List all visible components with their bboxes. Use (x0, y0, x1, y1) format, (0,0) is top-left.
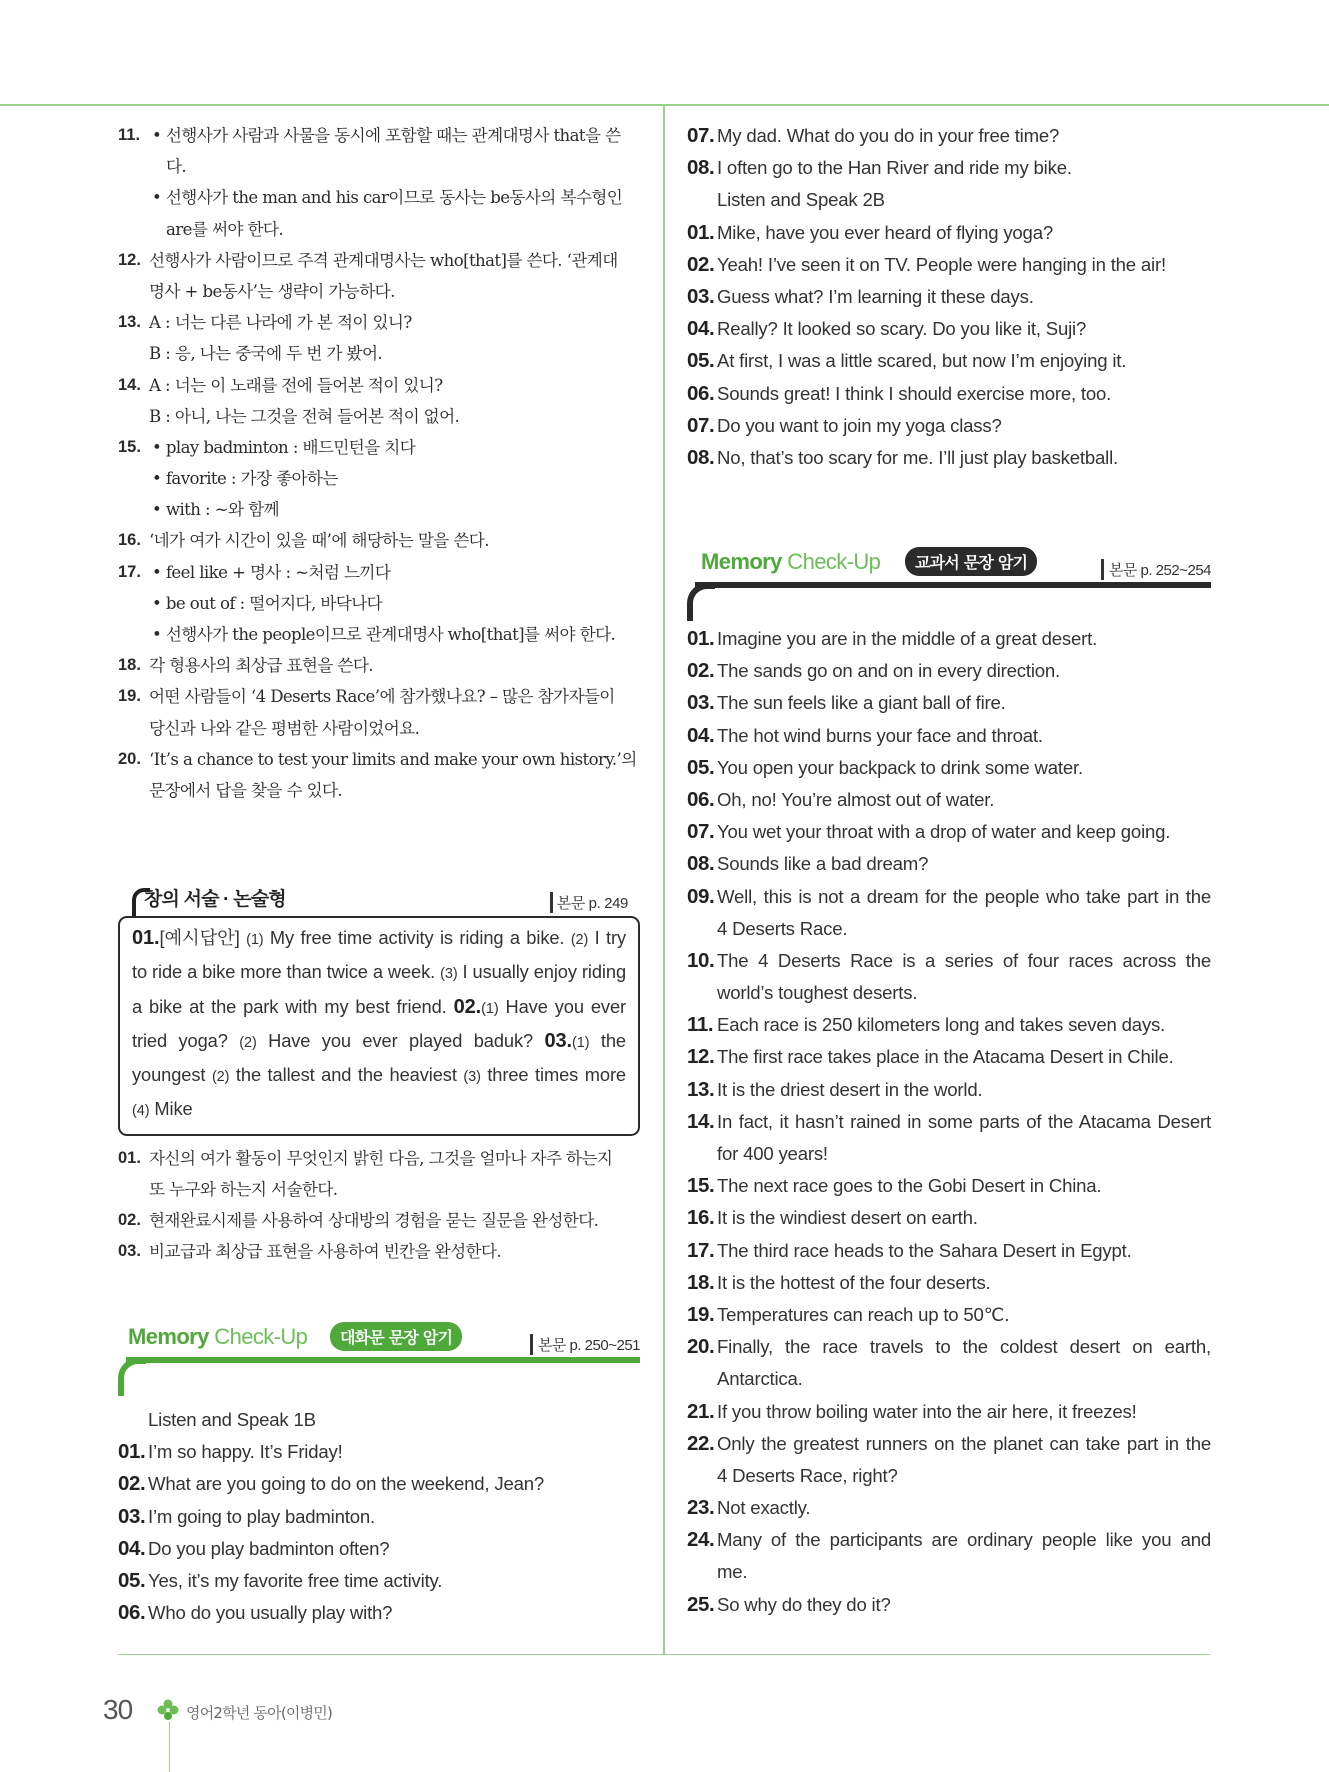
item-text: The sands go on and on in every direction. (717, 660, 1061, 682)
item-text: The 4 Deserts Race is a series of four races across the (717, 949, 1211, 971)
answer-text: Mike (149, 1098, 193, 1120)
item-text: 명사 + be동사’는 생략이 가능하다. (149, 281, 395, 301)
explanation-line (118, 463, 640, 494)
explanation-line (118, 151, 640, 182)
creative-answer-box (118, 916, 640, 1136)
page-number: 30 (103, 1694, 133, 1725)
sentence-line (687, 120, 1211, 152)
item-text: 문장에서 답을 찾을 수 있다. (149, 780, 343, 800)
item-text: Listen and Speak 2B (717, 189, 885, 211)
item-text: My dad. What do you do in your free time? (717, 125, 1060, 146)
item-text: It is the driest desert in the world. (717, 1078, 983, 1100)
sentence-line (118, 1597, 640, 1629)
item-number: 20. (687, 1335, 715, 1359)
sentence-line (687, 1138, 1211, 1170)
item-number: 11. (687, 1013, 714, 1037)
item-text: Each race is 250 kilometers long and takes seven days. (717, 1014, 1166, 1036)
checkup-word: Check-Up (208, 1324, 308, 1349)
sentence-line (687, 977, 1211, 1009)
sentence-line (687, 1041, 1211, 1073)
explanation-line (118, 1143, 640, 1174)
item-text: • 선행사가 the man and his car이므로 동사는 be동사의 복수형인 (152, 188, 623, 208)
sentence-line (687, 249, 1211, 281)
item-text: 4 Deserts Race. (717, 917, 848, 939)
memory-curve (118, 1358, 146, 1396)
sentence-line (687, 1106, 1211, 1138)
item-number: 04. (687, 723, 715, 747)
explanation-line (118, 401, 640, 432)
item-text: • feel like + 명사 : ~처럼 느끼다 (152, 562, 391, 582)
sentence-line (118, 1404, 640, 1436)
sentence-line (118, 1533, 640, 1565)
sentence-line (687, 623, 1211, 655)
item-text: You open your backpack to drink some water. (717, 756, 1083, 778)
clover-leaf-icon (156, 1698, 180, 1722)
item-number: 01. (687, 627, 715, 650)
item-text: B : 아니, 나는 그것을 전혀 들어본 적이 없어. (149, 406, 460, 426)
answer-label: [예시답안] (159, 927, 240, 948)
sentence-line (118, 1468, 640, 1500)
memory-badge: 교과서 문장 암기 (905, 547, 1037, 576)
item-text: 당신과 나와 같은 평범한 사람이었어요. (149, 718, 420, 738)
item-text: A : 너는 이 노래를 전에 들어본 적이 있니? (149, 375, 443, 395)
item-number: 13. (118, 313, 141, 332)
item-number: 12. (118, 250, 141, 269)
explanation-line (118, 307, 640, 338)
item-number: 25. (687, 1592, 715, 1616)
item-text: Yeah! I’ve seen it on TV. People were hanging in the air! (717, 253, 1166, 275)
item-text: A : 너는 다른 나라에 가 본 적이 있니? (149, 313, 412, 333)
memory-badge: 대화문 문장 암기 (330, 1322, 462, 1351)
memory-checkup-dialogue (118, 1324, 640, 1390)
memory-title (701, 549, 880, 575)
item-text: Only the greatest runners on the planet can take part in the (717, 1432, 1211, 1454)
answer-number: 03. (544, 1029, 573, 1052)
item-number: 14. (687, 1109, 715, 1133)
explanation-line (118, 370, 640, 401)
item-number: 07. (687, 124, 715, 147)
item-text: • play badminton : 배드민턴을 치다 (152, 437, 416, 457)
sentence-line (687, 410, 1211, 442)
sentence-line (687, 1428, 1211, 1460)
item-text: What are you going to do on the weekend, Jean? (148, 1473, 545, 1495)
sentence-line (687, 848, 1211, 880)
sentence-line (687, 752, 1211, 784)
sentence-line (687, 1074, 1211, 1106)
dialogue-lines-left (118, 1404, 640, 1629)
column-divider (663, 104, 665, 1654)
sentence-line (687, 945, 1211, 977)
answer-part: (1) (572, 1034, 590, 1051)
answer-number: 02. (453, 995, 482, 1018)
sentence-line (687, 1589, 1211, 1621)
explanation-line (118, 182, 640, 213)
item-text: world’s toughest deserts. (717, 982, 918, 1004)
right-column (687, 120, 1211, 474)
answer-text: My free time activity is riding a bike. (263, 927, 565, 948)
explanation-line (118, 214, 640, 245)
sentence-line (687, 1556, 1211, 1588)
item-number: 05. (687, 755, 715, 779)
answer-text: I usually enjoy riding a bike at the park with my best friend. (132, 961, 627, 1017)
answer-part: (3) (440, 966, 458, 983)
item-text: • with : ~와 함께 (152, 500, 279, 520)
answer-part: (2) (570, 932, 589, 948)
item-number: 13. (687, 1077, 715, 1101)
item-text: Antarctica. (717, 1368, 803, 1390)
explanation-line (118, 338, 640, 369)
sentence-line (687, 378, 1211, 410)
explanation-line (118, 276, 640, 307)
item-number: 21. (687, 1399, 715, 1423)
item-number: 23. (687, 1496, 715, 1520)
item-text: ‘It’s a chance to test your limits and make your own history.’의 (149, 749, 637, 769)
item-text: You wet your throat with a drop of water and keep going. (717, 821, 1171, 843)
answer-part: (4) (132, 1103, 150, 1120)
creative-section (118, 884, 640, 1268)
item-text: • 선행사가 사람과 사물을 동시에 포함할 때는 관계대명사 that을 쓴 (152, 126, 621, 145)
item-number: 06. (687, 787, 715, 811)
sentence-line (118, 1436, 640, 1468)
item-text: 어떤 사람들이 ‘4 Deserts Race’에 참가했나요? – 많은 참가자들이 (149, 687, 615, 707)
sentence-line (687, 442, 1211, 474)
item-text: Listen and Speak 1B (148, 1409, 316, 1430)
memory-checkup-textbook (687, 549, 1211, 615)
creative-header (118, 884, 640, 914)
sentence-line (687, 1299, 1211, 1331)
answer-part: (3) (463, 1069, 481, 1086)
item-text: Finally, the race travels to the coldest desert on earth, (717, 1336, 1211, 1358)
item-number: 08. (687, 852, 715, 876)
explanation-line (118, 619, 640, 650)
memory-title (128, 1324, 307, 1350)
answer-part: (2) (239, 1034, 257, 1051)
item-text: me. (717, 1561, 748, 1583)
sentence-line (687, 913, 1211, 945)
explanation-line (118, 650, 640, 681)
sentence-line (687, 1170, 1211, 1202)
answer-number: 01. (132, 927, 160, 949)
item-number: 02. (118, 1211, 141, 1230)
sentence-line (687, 784, 1211, 816)
answer-part: (1) (481, 1000, 499, 1017)
item-text: In fact, it hasn’t rained in some parts of the Atacama Desert (717, 1110, 1211, 1132)
item-number: 01. (687, 220, 715, 244)
sentence-line (687, 1524, 1211, 1556)
sentence-line (687, 1235, 1211, 1267)
sentence-line (687, 345, 1211, 377)
bottom-rule (118, 1654, 1210, 1655)
item-text: Guess what? I’m learning it these days. (717, 285, 1034, 307)
answer-part: (1) (246, 932, 264, 948)
item-text: Temperatures can reach up to 50℃. (717, 1303, 1010, 1325)
item-text: • favorite : 가장 좋아하는 (152, 469, 338, 489)
sentence-line (687, 1492, 1211, 1524)
item-number: 18. (118, 656, 141, 675)
sentence-line (687, 1202, 1211, 1234)
explanation-line (118, 681, 640, 712)
sentence-line (687, 1009, 1211, 1041)
item-number: 02. (687, 252, 715, 276)
item-text: are를 써야 한다. (166, 219, 284, 239)
explanation-line (118, 1174, 640, 1205)
item-text: Many of the participants are ordinary people like you and (717, 1529, 1211, 1551)
sentence-line (687, 281, 1211, 313)
answer-text: Have you ever tried yoga? (132, 995, 627, 1051)
item-text: Do you want to join my yoga class? (717, 414, 1002, 436)
textbook-sentence-list (687, 623, 1211, 1621)
item-text: So why do they do it? (717, 1593, 891, 1615)
explanation-line (118, 588, 640, 619)
item-number: 12. (687, 1045, 715, 1069)
item-text: • 선행사가 the people이므로 관계대명사 who[that]를 써야 한다. (152, 625, 616, 644)
explanation-line (118, 775, 640, 806)
item-number: 03. (118, 1242, 141, 1261)
answer-text: the tallest and the heaviest (229, 1064, 457, 1086)
explanation-line (118, 120, 640, 151)
item-number: 24. (687, 1528, 715, 1552)
item-text: Imagine you are in the middle of a great desert. (717, 628, 1098, 649)
item-text: 선행사가 사람이므로 주격 관계대명사는 who[that]를 쓴다. ‘관계대 (149, 250, 618, 270)
memory-bar (695, 582, 1211, 588)
sentence-line (687, 655, 1211, 687)
item-number: 17. (118, 562, 141, 581)
creative-title: 창의 서술 · 논술형 (144, 889, 286, 910)
item-text: Oh, no! You’re almost out of water. (717, 788, 995, 810)
answer-part: (2) (211, 1069, 230, 1086)
item-number: 15. (687, 1174, 715, 1198)
answer-text: I try to ride a bike more than twice a week. (132, 927, 626, 983)
explanation-line (118, 432, 640, 463)
item-text: The sun feels like a giant ball of fire. (717, 692, 1006, 714)
item-number: 19. (118, 687, 141, 706)
sentence-line (687, 1396, 1211, 1428)
item-text: It is the hottest of the four deserts. (717, 1271, 991, 1293)
item-number: 02. (687, 659, 715, 683)
item-text: Mike, have you ever heard of flying yoga? (717, 221, 1053, 243)
explanation-line (118, 245, 640, 276)
item-text: 자신의 여가 활동이 무엇인지 밝힌 다음, 그것을 얼마나 자주 하는지 (149, 1148, 613, 1168)
item-number: 04. (687, 317, 715, 341)
creative-notes (118, 1143, 640, 1268)
memory-curve (687, 583, 715, 621)
item-number: 16. (687, 1206, 715, 1230)
sentence-line (687, 1267, 1211, 1299)
item-number: 10. (687, 948, 715, 972)
explanation-line (118, 713, 640, 744)
item-text: It is the windiest desert on earth. (717, 1207, 978, 1229)
sentence-line (687, 881, 1211, 913)
book-title: 영어2학년 동아(이병민) (186, 1704, 333, 1722)
item-number: 20. (118, 749, 141, 768)
item-text: for 400 years! (717, 1143, 828, 1164)
item-number: 06. (687, 381, 715, 405)
item-text: I often go to the Han River and ride my bike. (717, 157, 1072, 179)
explanation-line (118, 557, 640, 588)
creative-page-ref: 본문 p. 249 (550, 892, 628, 913)
item-number: 17. (687, 1238, 715, 1262)
memory-bar (126, 1357, 640, 1363)
item-number: 01. (118, 1440, 146, 1464)
sentence-line (687, 184, 1211, 216)
sentence-line (687, 152, 1211, 184)
answer-text: three times more (480, 1064, 626, 1086)
item-number: 19. (687, 1302, 715, 1326)
explanation-list (118, 120, 640, 806)
item-number: 14. (118, 375, 141, 394)
item-number: 03. (687, 691, 715, 715)
item-number: 08. (687, 156, 715, 180)
explanation-line (118, 494, 640, 525)
item-text: Do you play badminton often? (148, 1537, 390, 1559)
item-number: 15. (118, 437, 141, 456)
item-text: 4 Deserts Race, right? (717, 1464, 898, 1486)
item-number: 07. (687, 413, 715, 437)
dialogue-lines-right (687, 120, 1211, 474)
answer-text: the youngest (132, 1029, 626, 1086)
item-text: Not exactly. (717, 1497, 811, 1519)
item-text: 또 누구와 하는지 서술한다. (149, 1179, 338, 1199)
explanation-line (118, 525, 640, 556)
left-column (118, 120, 640, 806)
item-number: 22. (687, 1431, 715, 1455)
sentence-line (687, 1331, 1211, 1363)
item-text: I’m going to play badminton. (148, 1505, 375, 1527)
sentence-line (687, 720, 1211, 752)
item-number: 07. (687, 820, 715, 844)
item-number: 04. (118, 1536, 146, 1560)
item-text: 비교급과 최상급 표현을 사용하여 빈칸을 완성한다. (149, 1242, 502, 1262)
item-number: 16. (118, 531, 141, 550)
item-number: 11. (118, 126, 141, 144)
item-text: B : 응, 나는 중국에 두 번 가 봤어. (149, 344, 383, 364)
sentence-line (118, 1565, 640, 1597)
item-text: 현재완료시제를 사용하여 상대방의 경험을 묻는 질문을 완성한다. (149, 1211, 599, 1231)
item-text: 각 형용사의 최상급 표현을 쓴다. (149, 656, 373, 676)
memory-word: Memory (701, 549, 782, 574)
memory-word: Memory (128, 1324, 209, 1349)
explanation-line (118, 1236, 640, 1267)
explanation-line (118, 744, 640, 775)
item-number: 03. (118, 1504, 146, 1528)
item-text: Who do you usually play with? (148, 1602, 393, 1624)
item-text: At first, I was a little scared, but now I’m enjoying it. (717, 350, 1127, 372)
item-number: 05. (687, 349, 715, 373)
sentence-line (687, 1363, 1211, 1395)
item-text: Yes, it’s my favorite free time activity. (148, 1569, 443, 1591)
item-number: 09. (687, 884, 715, 908)
item-text: No, that’s too scary for me. I’ll just play basketball. (717, 446, 1118, 468)
item-text: Sounds great! I think I should exercise more, too. (717, 382, 1112, 404)
item-number: 02. (118, 1472, 146, 1496)
item-text: ‘네가 여가 시간이 있을 때’에 해당하는 말을 쓴다. (149, 531, 489, 551)
item-number: 08. (687, 445, 715, 469)
memory-page-ref: 본문 p. 250~251 (530, 1334, 640, 1355)
item-text: The third race heads to the Sahara Desert in Egypt. (717, 1239, 1132, 1261)
item-number: 06. (118, 1601, 146, 1625)
item-text: 다. (166, 157, 187, 177)
item-text: The next race goes to the Gobi Desert in China. (717, 1175, 1102, 1197)
item-text: Well, this is not a dream for the people who take part in the (717, 885, 1211, 907)
explanation-line (118, 1205, 640, 1236)
sentence-line (687, 816, 1211, 848)
sentence-line (687, 217, 1211, 249)
sentence-line (687, 1460, 1211, 1492)
sentence-line (687, 313, 1211, 345)
item-text: The hot wind burns your face and throat. (717, 724, 1043, 746)
item-text: The first race takes place in the Atacama Desert in Chile. (717, 1046, 1174, 1068)
item-text: If you throw boiling water into the air here, it freezes! (717, 1400, 1137, 1422)
item-number: 01. (118, 1148, 141, 1167)
sentence-line (118, 1501, 640, 1533)
memory-page-ref: 본문 p. 252~254 (1101, 559, 1211, 580)
item-number: 18. (687, 1270, 715, 1294)
item-text: I’m so happy. It’s Friday! (148, 1441, 343, 1463)
sentence-line (687, 687, 1211, 719)
item-text: • be out of : 떨어지다, 바닥나다 (152, 593, 383, 613)
item-text: Really? It looked so scary. Do you like it, Suji? (717, 318, 1087, 340)
checkup-word: Check-Up (781, 549, 881, 574)
answer-text: Have you ever played baduk? (256, 1029, 534, 1051)
item-text: Sounds like a bad dream? (717, 853, 929, 875)
footer-rule (169, 1722, 170, 1772)
item-number: 03. (687, 284, 715, 308)
item-number: 05. (118, 1568, 146, 1592)
